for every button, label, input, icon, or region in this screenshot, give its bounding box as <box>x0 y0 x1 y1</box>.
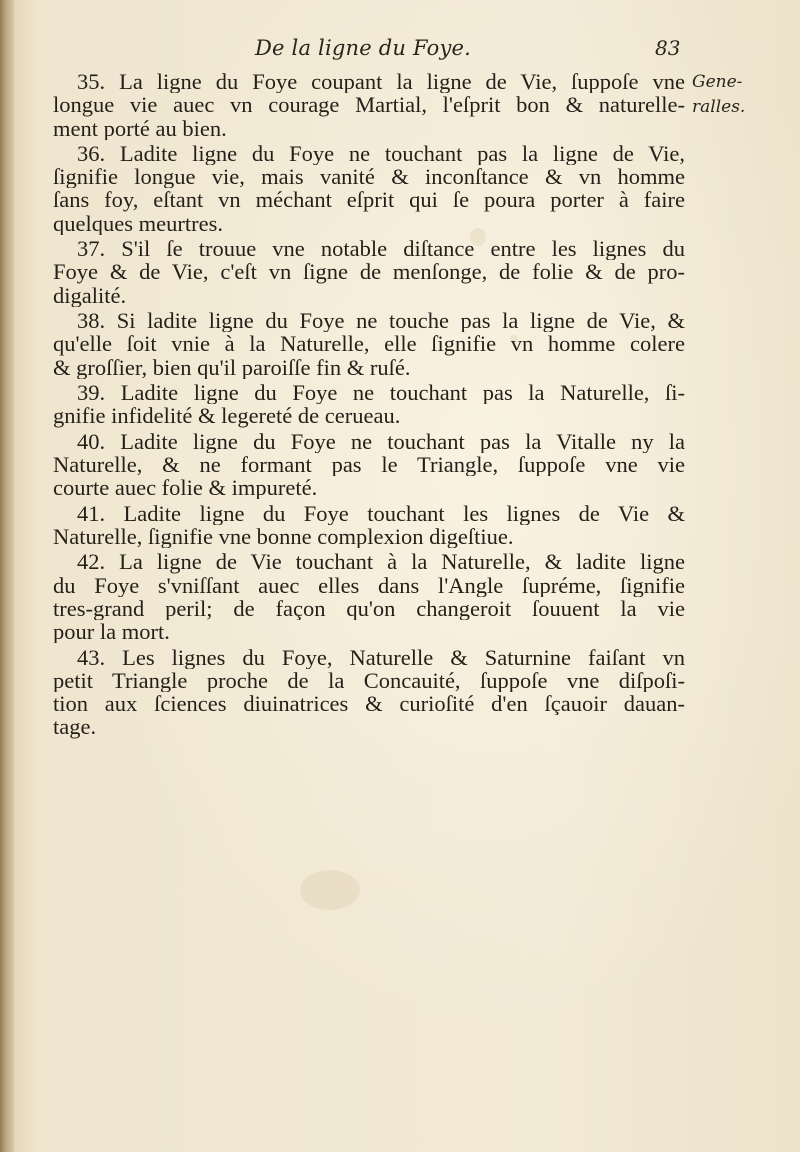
paragraph-38-line: qu'elle ſoit vnie à la Naturelle, elle ſignifie vn homme colere <box>53 332 685 356</box>
paragraph-40-line: Naturelle, & ne formant pas le Triangle, ſuppoſe vne vie <box>53 452 685 477</box>
paragraph-36-line: ſans foy, eſtant vn méchant eſprit qui ſe poura porter à faire <box>53 188 685 212</box>
paragraph-37-line: digalité. <box>53 283 127 307</box>
paragraph-36-line: ſignifie longue vie, mais vanité & inconſtance & vn homme <box>53 165 685 189</box>
paragraph-43-line: 43. Les lignes du Foye, Naturelle & Saturnine faiſant vn <box>77 645 685 669</box>
margin-note <box>692 70 792 120</box>
foxing-spot <box>300 870 360 910</box>
paragraph-41-line: Naturelle, ſignifie vne bonne complexion digeſtiue. <box>53 524 514 549</box>
paragraph-42-line: pour la mort. <box>53 620 170 644</box>
paragraph-38-line: & groſſier, bien qu'il paroiſſe fin & ruſé. <box>53 355 411 379</box>
page-number: 83 <box>655 36 681 60</box>
paragraph-43-line: tion aux ſciences diuinatrices & curioſité d'en ſçauoir dauan- <box>53 692 685 716</box>
paragraph-39-line: 39. Ladite ligne du Foye ne touchant pas la Naturelle, ſi- <box>77 381 685 405</box>
paragraph-36-line: quelques meurtres. <box>53 211 223 235</box>
paragraph-42-line: 42. La ligne de Vie touchant à la Naturelle, & ladite ligne <box>77 550 685 574</box>
paragraph-41-line: 41. Ladite ligne du Foye touchant les lignes de Vie & <box>77 501 685 525</box>
running-title: De la ligne du Foye. <box>255 36 472 60</box>
paragraph-43-line: tage. <box>53 715 97 739</box>
paragraph-35-line: longue vie auec vn courage Martial, l'eſprit bon & naturelle- <box>53 93 685 117</box>
body-text <box>53 70 685 739</box>
paragraph-38-line: 38. Si ladite ligne du Foye ne touche pas la ligne de Vie, & <box>77 309 685 333</box>
margin-note-line: Gene- <box>692 72 743 92</box>
paragraph-35-line: ment porté au bien. <box>53 116 227 140</box>
paragraph-36-line: 36. Ladite ligne du Foye ne touchant pas la ligne de Vie, <box>77 141 685 166</box>
paragraph-40-line: 40. Ladite ligne du Foye ne touchant pas la Vitalle ny la <box>77 429 685 453</box>
paragraph-42-line: du Foye s'vniſſant auec elles dans l'Angle ſupréme, ſignifie <box>53 573 685 597</box>
paragraph-37-line: 37. S'il ſe trouue vne notable diſtance entre les lignes du <box>77 237 685 261</box>
paragraph-37-line: Foye & de Vie, c'eſt vn ſigne de menſonge, de folie & de pro- <box>53 260 685 284</box>
paragraph-39-line: gnifie infidelité & legereté de cerueau. <box>53 404 401 428</box>
paragraph-43-line: petit Triangle proche de la Concauité, ſuppoſe vne diſpoſi- <box>53 668 685 692</box>
margin-note-line: ralles. <box>692 97 746 117</box>
paragraph-40-line: courte auec folie & impureté. <box>53 476 318 500</box>
page-gutter-shadow <box>0 0 14 1152</box>
paragraph-42-line: tres-grand peril; de façon qu'on changeroit ſouuent la vie <box>53 596 685 621</box>
paragraph-35-line: 35. La ligne du Foye coupant la ligne de Vie, ſuppoſe vne <box>77 70 685 94</box>
